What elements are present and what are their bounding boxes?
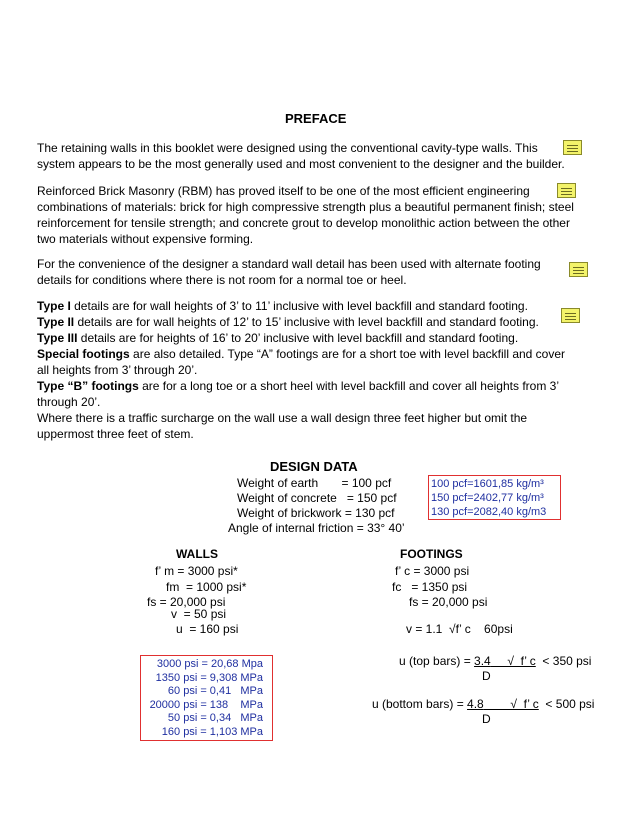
weight-conversions-box xyxy=(428,475,561,520)
text-line: The retaining walls in this booklet were designed using the conventional cavity-type walls. This xyxy=(37,141,538,155)
text-line: two materials without expensive forming. xyxy=(37,232,254,246)
weight-concrete: Weight of concrete = 150 pcf xyxy=(237,491,397,505)
type-line xyxy=(37,378,603,394)
u-bottom-numerator: 4.8 xyxy=(467,697,484,711)
u-bottom-denominator: D xyxy=(482,712,491,726)
comment-note-icon[interactable] xyxy=(557,183,576,198)
type-text: are for a long toe or a short heel with level backfill and cover all heights from 3’ xyxy=(138,379,559,393)
walls-title: WALLS xyxy=(176,547,218,561)
u-top-limit: < 350 psi xyxy=(535,654,592,668)
type-line xyxy=(37,426,603,442)
walls-u: u = 160 psi xyxy=(176,622,239,636)
text-line: details for conditions where there is not room for a normal toe or heel. xyxy=(37,273,407,287)
type-text: details are for wall heights of 3’ to 11’ inclusive with level backfill and standard footing. xyxy=(70,299,528,313)
u-bottom-prefix: u (bottom bars) = xyxy=(372,697,468,711)
u-top-prefix: u (top bars) = xyxy=(399,654,475,668)
type-text: Where there is a traffic surcharge on the wall use a wall design three feet higher but omit the xyxy=(37,411,528,425)
paragraph-standard-detail xyxy=(37,256,603,288)
preface-title: PREFACE xyxy=(285,111,347,126)
paragraph-rbm xyxy=(37,183,603,247)
type-line xyxy=(37,410,603,426)
type-bold: Type “B” footings xyxy=(37,379,139,393)
conversion-line: 20000 psi = 138 MPa xyxy=(149,698,263,711)
internal-friction-angle: Angle of internal friction = 33° 40’ xyxy=(228,521,405,535)
footings-fc-prime: f’ c = 3000 psi xyxy=(395,564,470,578)
text-line: Reinforced Brick Masonry (RBM) has proved itself to be one of the most efficient engineering xyxy=(37,184,530,198)
comment-note-icon[interactable] xyxy=(563,140,582,155)
walls-fs: fs = 20,000 psi xyxy=(147,595,226,609)
type-text: uppermost three feet of stem. xyxy=(37,427,194,441)
conversion-line: 150 pcf=2402,77 kg/m³ xyxy=(431,492,544,504)
type-line xyxy=(37,346,603,362)
conversion-line: 100 pcf=1601,85 kg/m³ xyxy=(431,478,544,490)
walls-fm: fm = 1000 psi* xyxy=(166,580,247,594)
paragraph-cavity-walls xyxy=(37,140,603,172)
u-bottom-root: √ f’ c xyxy=(483,697,539,711)
footings-fs: fs = 20,000 psi xyxy=(409,595,488,609)
text-line: For the convenience of the designer a standard wall detail has been used with alternate footing xyxy=(37,257,541,271)
type-line xyxy=(37,362,603,378)
type-line xyxy=(37,330,603,346)
walls-fm-prime: f’ m = 3000 psi* xyxy=(155,564,238,578)
design-data-title: DESIGN DATA xyxy=(270,459,358,474)
conversion-line: 3000 psi = 20,68 Mpa xyxy=(156,658,263,670)
type-text: all heights from 3’ through 20’. xyxy=(37,363,198,377)
text-line: reinforcement for tensile strength; and concrete grout to develop monolithic action between the other xyxy=(37,216,570,230)
conversion-line: 1350 psi = 9,308 MPa xyxy=(155,671,263,684)
conversion-line: 160 psi = 1,103 MPa xyxy=(161,725,263,738)
comment-note-icon[interactable] xyxy=(569,262,588,277)
comment-note-icon[interactable] xyxy=(561,308,580,323)
u-top-numerator: 3.4 xyxy=(474,654,491,668)
weight-brickwork: Weight of brickwork = 130 pcf xyxy=(237,506,395,520)
type-line xyxy=(37,394,603,410)
u-bottom-bars-formula xyxy=(372,697,594,712)
conversion-line: 60 psi = 0,41 MPa xyxy=(167,685,263,697)
type-line xyxy=(37,298,603,314)
type-line xyxy=(37,314,603,330)
type-text: through 20’. xyxy=(37,395,101,409)
type-bold: Type II xyxy=(37,315,75,329)
footings-v: v = 1.1 √f’ c 60psi xyxy=(406,622,513,636)
u-bottom-limit: < 500 psi xyxy=(538,697,595,711)
paragraph-types xyxy=(37,298,603,442)
conversion-line: 50 psi = 0,34 MPa xyxy=(167,712,263,724)
conversion-line: 130 pcf=2082,40 kg/m3 xyxy=(431,506,547,518)
u-top-root: √ f’ c xyxy=(490,654,536,668)
walls-v: v = 50 psi xyxy=(171,607,227,621)
text-line: combinations of materials: brick for high compressive strength plus a beautiful permanent finish; steel xyxy=(37,200,574,214)
stress-conversions-box xyxy=(140,655,273,741)
u-top-bars-formula xyxy=(399,654,591,669)
type-text: are also detailed. Type “A” footings are for a short toe with level backfill and cover xyxy=(129,347,566,361)
type-text: details are for wall heights of 12’ to 15’ inclusive with level backfill and standard footing. xyxy=(74,315,539,329)
text-line: system appears to be the most generally used and most convenient to the designer and the builder. xyxy=(37,157,565,171)
weight-earth: Weight of earth = 100 pcf xyxy=(237,476,392,490)
type-bold: Special footings xyxy=(37,347,130,361)
footings-fc: fc = 1350 psi xyxy=(392,580,468,594)
type-text: details are for heights of 16’ to 20’ inclusive with level backfill and standard footing. xyxy=(77,331,519,345)
type-bold: Type III xyxy=(37,331,78,345)
u-top-denominator: D xyxy=(482,669,491,683)
footings-title: FOOTINGS xyxy=(400,547,463,561)
type-bold: Type I xyxy=(37,299,71,313)
